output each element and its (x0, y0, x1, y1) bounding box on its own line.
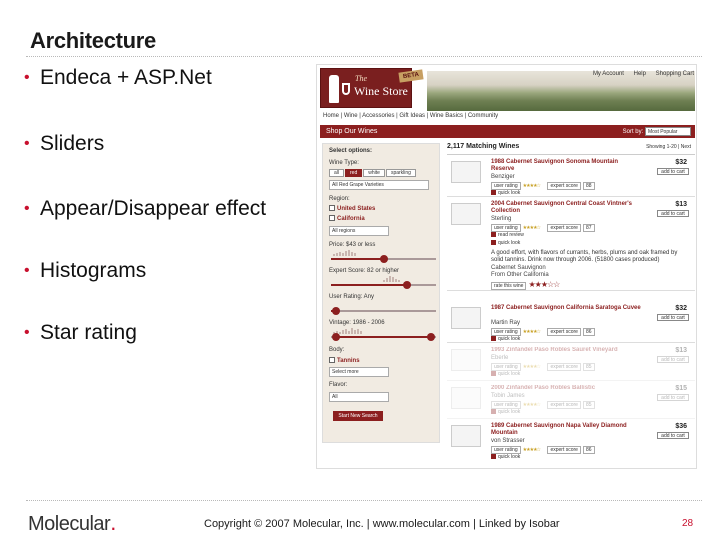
expert-score-value: 85 (583, 363, 595, 371)
expert-score-label: expert score (547, 328, 581, 336)
bullet-item: • Sliders (24, 132, 105, 155)
quick-look-icon (491, 454, 496, 459)
quick-look-label: quick look (498, 190, 521, 196)
quick-look-link[interactable] (491, 190, 520, 196)
wine-type-label: Wine Type: (329, 160, 359, 166)
read-review-icon (491, 232, 496, 237)
main-nav[interactable]: Home | Wine | Accessories | Gift Ideas | Wine Basics | Community (323, 113, 499, 119)
wine-name-link[interactable]: 1987 Cabernet Sauvignon California Saratoga Cuvee (491, 305, 641, 311)
wine-result (447, 157, 695, 197)
filter-sidebar (322, 143, 440, 443)
region-check-us[interactable] (329, 205, 375, 212)
chip-white[interactable]: white (363, 169, 385, 177)
wine-label-image (451, 161, 481, 183)
beta-badge: BETA (398, 69, 423, 82)
user-rating-stars: ★★★★☆ (522, 447, 541, 453)
region-check-label: California (337, 216, 365, 222)
rating-row (491, 328, 597, 336)
wine-description: A good effort, with flavors of currants, herbs, plums and oak framed by solid tannins. Drink now through 2006. (51800 cases produced) (491, 250, 678, 263)
user-rating-label: user rating (491, 328, 521, 336)
expert-score-value: 87 (583, 224, 595, 232)
wine-label-image (451, 425, 481, 447)
shop-bar-title: Shop Our Wines (326, 128, 378, 135)
user-rating-label: User Rating: Any (329, 294, 375, 300)
body-check-label: Tannins (337, 358, 360, 364)
add-to-cart-button[interactable]: add to cart (657, 356, 689, 363)
expert-score-label: Expert Score: 82 or higher (329, 268, 400, 274)
footer-divider (26, 500, 702, 501)
vintage-slider-thumb-min[interactable] (332, 333, 340, 341)
wine-label-image (451, 203, 481, 225)
expert-score-label: expert score (547, 182, 581, 190)
region-check-label: United States (337, 206, 376, 212)
footer-copyright: Copyright © 2007 Molecular, Inc. | www.molecular.com | Linked by Isobar (204, 518, 560, 530)
bullet-text: Sliders (40, 132, 105, 155)
wine-maker: Martin Ray (491, 320, 521, 326)
wine-price: $32 (675, 305, 687, 312)
logo-name: Wine Store (354, 84, 408, 98)
add-to-cart-button[interactable]: add to cart (657, 168, 689, 175)
quick-look-link[interactable] (491, 371, 520, 377)
results-count: 2,117 Matching Wines (447, 143, 520, 150)
bullet-text: Star rating (40, 321, 137, 344)
grape-select[interactable]: All Red Grape Varieties (329, 180, 429, 190)
body-label: Body: (329, 347, 345, 353)
wine-result (447, 421, 695, 463)
wine-maker: Eberle (491, 355, 509, 361)
sort-select[interactable]: Most Popular (645, 127, 691, 136)
quick-look-link[interactable] (491, 336, 520, 342)
wine-result (447, 303, 695, 343)
chip-red[interactable]: red (345, 169, 362, 177)
quick-look-link[interactable] (491, 240, 520, 246)
select-options-heading: Select options: (329, 148, 373, 154)
quick-look-label: quick look (498, 454, 521, 460)
user-rating-label: user rating (491, 182, 521, 190)
wine-maker: von Strasser (491, 438, 525, 444)
user-rating-label: user rating (491, 224, 521, 232)
slide-title: Architecture (30, 28, 156, 53)
start-new-search-button[interactable]: Start New Search (333, 411, 383, 421)
region-label: Region: (329, 196, 350, 202)
add-to-cart-button[interactable]: add to cart (657, 314, 689, 321)
expert-score-value: 86 (583, 446, 595, 454)
wine-name-link[interactable]: 2004 Cabernet Sauvignon Central Coast Vintner's Collection (491, 201, 633, 214)
wine-price: $32 (675, 159, 687, 166)
title-divider (26, 56, 702, 57)
wine-maker: Tobin James (491, 393, 525, 399)
sort-label: Sort by: (622, 129, 644, 135)
quick-look-icon (491, 240, 496, 245)
region-select[interactable]: All regions (329, 226, 389, 236)
my-account-link[interactable]: My Account (592, 71, 624, 77)
expert-score-label: expert score (547, 363, 581, 371)
quick-look-icon (491, 409, 496, 414)
expert-score-value: 85 (583, 401, 595, 409)
quick-look-icon (491, 336, 496, 341)
wine-glass-icon (342, 83, 350, 95)
quick-look-link[interactable] (491, 454, 520, 460)
bottle-icon (329, 75, 339, 103)
quick-look-link[interactable] (491, 409, 520, 415)
bullet-item: • Endeca + ASP.Net (24, 66, 212, 89)
expert-score-label: expert score (547, 401, 581, 409)
rate-this-wine (491, 280, 559, 290)
price-histogram (333, 250, 357, 256)
shopping-cart-link[interactable]: Shopping Cart (655, 71, 694, 77)
wine-result-fading (447, 383, 695, 419)
user-rating-stars: ★★★★☆ (522, 402, 541, 408)
user-rating-slider[interactable] (331, 310, 436, 312)
sort-control (623, 126, 691, 139)
wine-store-screenshot (316, 64, 697, 469)
wine-name-link[interactable]: 2000 Zinfandel Paso Robles Ballistic (491, 385, 596, 391)
wine-maker: Sterling (491, 216, 512, 222)
wine-price: $13 (675, 201, 687, 208)
wine-result-expanded (447, 199, 695, 291)
read-review-link[interactable] (491, 232, 524, 238)
help-link[interactable]: Help (633, 71, 646, 77)
bullet-item: • Histograms (24, 259, 147, 282)
expert-score-value: 86 (583, 328, 595, 336)
user-rating-stars: ★★★★☆ (522, 225, 541, 231)
add-to-cart-button[interactable]: add to cart (657, 394, 689, 401)
price-slider-thumb[interactable] (380, 255, 388, 263)
user-rating-stars: ★★★★☆ (522, 329, 541, 335)
user-rating-label: user rating (491, 401, 521, 409)
wine-price: $36 (675, 423, 687, 430)
wine-name-link[interactable]: 1993 Zinfandel Paso Robles Sauret Vineyard (491, 347, 618, 353)
wine-label-image (451, 387, 481, 409)
region-check-ca[interactable] (329, 215, 365, 222)
vintage-slider[interactable] (331, 336, 436, 338)
expert-score-slider[interactable] (331, 284, 436, 286)
results-pagination[interactable]: Showing 1-20 | Next (646, 144, 691, 150)
store-header (317, 65, 697, 111)
rating-row (491, 182, 597, 190)
wine-price: $15 (675, 385, 687, 392)
flavor-label: Flavor: (329, 382, 348, 388)
bullet-text: Appear/Disappear effect (40, 197, 267, 220)
quick-look-label: quick look (498, 336, 521, 342)
bullet-item: • Star rating (24, 321, 137, 344)
rate-this-wine-stars[interactable]: ★★★☆☆ (528, 280, 560, 289)
user-rating-label: user rating (491, 446, 521, 454)
wine-maker: Benziger (491, 174, 515, 180)
logo-text: Molecular (28, 513, 111, 535)
quick-look-label: quick look (498, 371, 521, 377)
quick-look-icon (491, 190, 496, 195)
rating-row (491, 224, 597, 232)
wine-name-link[interactable]: 1988 Cabernet Sauvignon Sonoma Mountain Reserve (491, 159, 619, 172)
bullet-text: Histograms (40, 259, 147, 282)
price-label: Price: $43 or less (329, 242, 376, 248)
add-to-cart-button[interactable]: add to cart (657, 210, 689, 217)
expert-score-slider-thumb[interactable] (403, 281, 411, 289)
expert-score-label: expert score (547, 224, 581, 232)
wine-label-image (451, 349, 481, 371)
body-check-tannins[interactable] (329, 357, 360, 364)
page-number: 28 (682, 518, 694, 529)
chip-all[interactable]: all (329, 169, 344, 177)
molecular-logo (28, 510, 116, 536)
rating-row (491, 363, 597, 371)
wine-label-image (451, 307, 481, 329)
shop-bar (320, 125, 695, 138)
bullet-item: • Appear/Disappear effect (24, 197, 267, 220)
logo-the: The (355, 74, 367, 83)
quick-look-label: quick look (498, 240, 521, 246)
user-rating-stars: ★★★★☆ (522, 183, 541, 189)
read-review-label: read review (498, 232, 524, 238)
rating-row (491, 401, 597, 409)
vintage-slider-thumb-max[interactable] (427, 333, 435, 341)
bullet-text: Endeca + ASP.Net (40, 66, 212, 89)
logo-dot: . (110, 510, 116, 535)
price-slider[interactable] (331, 258, 436, 260)
wine-name-link[interactable]: 1989 Cabernet Sauvignon Napa Valley Diamond Mountain (491, 423, 627, 436)
quick-look-icon (491, 371, 496, 376)
results-header (447, 143, 695, 155)
expert-score-value: 88 (583, 182, 595, 190)
wine-varietal: Cabernet Sauvignon (491, 265, 546, 271)
user-rating-label: user rating (491, 363, 521, 371)
account-links (585, 71, 694, 77)
user-rating-slider-thumb[interactable] (332, 307, 340, 315)
add-to-cart-button[interactable]: add to cart (657, 432, 689, 439)
wine-result-fading (447, 345, 695, 381)
user-rating-stars: ★★★★☆ (522, 364, 541, 370)
quick-look-label: quick look (498, 409, 521, 415)
results-panel (447, 143, 695, 465)
wine-price: $13 (675, 347, 687, 354)
vintage-label: Vintage: 1986 - 2006 (329, 320, 385, 326)
wine-type-chips (329, 169, 417, 177)
wine-origin: From Other California (491, 272, 549, 278)
expert-score-label: expert score (547, 446, 581, 454)
rate-this-wine-label: rate this wine (491, 282, 526, 290)
flavor-select[interactable]: All (329, 392, 389, 402)
chip-sparkling[interactable]: sparkling (386, 169, 416, 177)
rating-row (491, 446, 597, 454)
body-select[interactable]: Select more (329, 367, 389, 377)
vineyard-banner-image (427, 71, 695, 111)
expert-score-histogram (383, 276, 401, 282)
